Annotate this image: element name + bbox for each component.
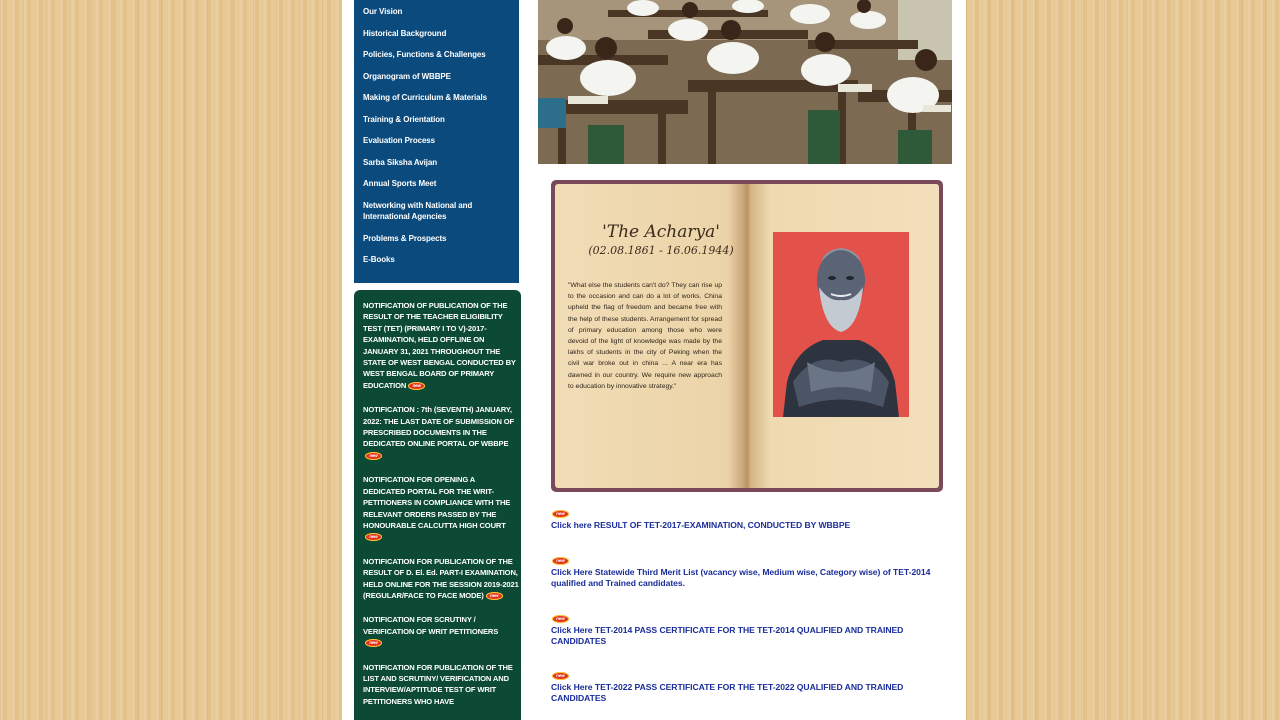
classroom-photo — [538, 0, 952, 164]
notice-text[interactable]: NOTIFICATION FOR PUBLICATION OF THE LIST AND SCRUTINY/ VERIFICATION AND INTERVIEW/APTITUDE TEST OF WRIT PETITIONERS WHO HAVE — [363, 662, 513, 706]
notice-text[interactable]: NOTIFICATION FOR SCRUTINY / VERIFICATION OF WRIT PETITIONERS — [363, 615, 499, 636]
new-icon: new — [408, 382, 425, 390]
bust-icon — [773, 232, 909, 417]
result-tet-2017-link[interactable]: Click here RESULT OF TET-2017-EXAMINATION, CONDUCTED BY WBBPE — [551, 520, 851, 530]
notice-text[interactable]: NOTIFICATION OF PUBLICATION OF THE RESULT OF THE TEACHER ELIGIBILITY TEST (TET) (PRIMARY I TO V)-2017-EXAMINATION, HELD OFFLINE ON JANUARY 31, 2021 THROUGHOUT THE STATE OF WEST BENGAL CONDUCTED BY WEST BENGAL BOARD OF PRIMARY EDUCATION — [363, 301, 516, 390]
notice-link[interactable] — [363, 404, 519, 461]
book-pages — [555, 184, 939, 488]
new-icon: new — [365, 533, 382, 541]
new-icon: new — [552, 557, 569, 565]
link-item — [551, 557, 946, 590]
nav-item-problems[interactable]: Problems & Prospects — [363, 233, 447, 243]
acharya-title: 'The Acharya' — [602, 222, 720, 242]
nav-item-ebooks[interactable]: E-Books — [363, 255, 395, 264]
tet-2014-certificate-link[interactable]: Click Here TET-2014 PASS CERTIFICATE FOR THE TET-2014 QUALIFIED AND TRAINED CANDIDATES — [551, 625, 904, 647]
acharya-dates: (02.08.1861 - 16.06.1944) — [588, 244, 734, 257]
nav-item-policies[interactable]: Policies, Functions & Challenges — [363, 50, 486, 59]
nav-item-sports-meet[interactable]: Annual Sports Meet — [363, 179, 437, 188]
acharya-portrait — [773, 232, 909, 417]
new-icon: new — [552, 510, 569, 518]
nav-item-evaluation[interactable]: Evaluation Process — [363, 136, 436, 145]
link-item — [551, 510, 946, 531]
notice-link[interactable] — [363, 614, 519, 648]
nav-item-curriculum[interactable]: Making of Curriculum & Materials — [363, 93, 487, 102]
nav-item-training[interactable]: Training & Orientation — [363, 114, 445, 124]
notice-link[interactable] — [363, 300, 519, 391]
notifications-panel — [354, 290, 521, 720]
tet-2022-certificate-link[interactable]: Click Here TET-2022 PASS CERTIFICATE FOR THE TET-2022 QUALIFIED AND TRAINED CANDIDATES — [551, 682, 904, 704]
new-icon: new — [552, 672, 569, 680]
notice-text[interactable]: NOTIFICATION : 7th (SEVENTH) JANUARY, 2022: THE LAST DATE OF SUBMISSION OF PRESCRIBED DOCUMENTS IN THE DEDICATED ONLINE PORTAL OF WBBPE — [363, 405, 514, 449]
nav-item-our-vision[interactable]: Our Vision — [363, 7, 403, 16]
new-icon: new — [552, 615, 569, 623]
third-merit-list-link[interactable]: Click Here Statewide Third Merit List (vacancy wise, Medium wise, Category wise) of TET-2014 qualified and Trained candidates. — [551, 567, 931, 589]
new-icon: new — [486, 592, 503, 600]
notice-link[interactable] — [363, 474, 519, 542]
acharya-book-banner — [551, 180, 943, 492]
new-icon: new — [365, 639, 382, 647]
acharya-quote: "What else the students can't do? They can rise up to the occasion and can do a lot of works. China upheld the flag of freedom and became free with the help of these students. Arrangement for spread of primary education among those who were devoid of the light of knowledge was made by the lakhs of students in the city of Peking when the civil war broke out in china ... A near era has dawned in our country. We require new approach to education by innovative strategy." — [568, 282, 722, 390]
link-item — [551, 672, 946, 705]
notice-link[interactable] — [363, 556, 519, 602]
classroom-illustration — [538, 0, 952, 164]
link-item — [551, 615, 946, 648]
nav-item-historical-background[interactable]: Historical Background — [363, 28, 447, 38]
notice-text[interactable]: NOTIFICATION FOR PUBLICATION OF THE RESULT OF D. El. Ed. PART-I EXAMINATION, HELD ONLINE FOR THE SESSION 2019-2021 (REGULAR/FACE TO FACE MODE) — [363, 556, 519, 600]
nav-item-organogram[interactable]: Organogram of WBBPE — [363, 71, 451, 81]
notice-link[interactable] — [363, 662, 519, 708]
page-container — [342, 0, 966, 720]
nav-item-sarba-siksha[interactable]: Sarba Siksha Avijan — [363, 157, 437, 167]
notice-text[interactable]: NOTIFICATION FOR OPENING A DEDICATED PORTAL FOR THE WRIT-PETITIONERS IN COMPLIANCE WITH THE RELEVANT ORDERS PASSED BY THE HONOURABLE CALCUTTA HIGH COURT — [363, 475, 511, 530]
new-icon: new — [365, 452, 382, 460]
nav-item-networking[interactable]: Networking with National and International Agencies — [363, 200, 473, 221]
sidebar-nav — [354, 0, 519, 283]
